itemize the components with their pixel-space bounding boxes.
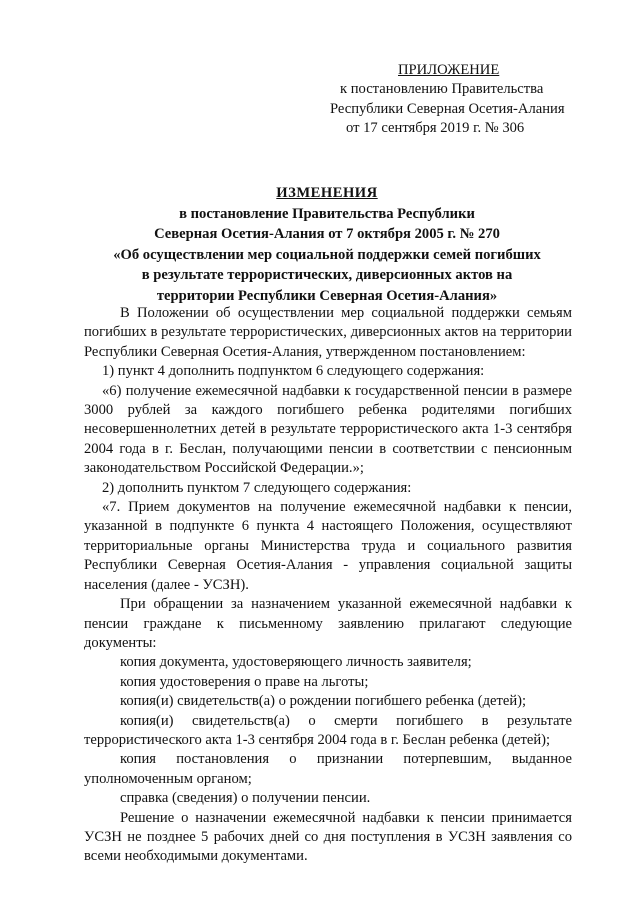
document-heading xyxy=(84,183,570,306)
list-item: копия документа, удостоверяющего личность заявителя; xyxy=(120,654,472,671)
body-paragraph: справка (сведения) о получении пенсии. xyxy=(120,790,371,807)
appendix-line-decree: к постановлению Правительства xyxy=(340,81,544,98)
body-paragraph: При обращении за назначением указанной ежемесячной надбавки к пенсии граждане к письменному заявлению прилагают следующие документы: xyxy=(84,596,572,651)
appendix-line-date: от 17 сентября 2019 г. № 306 xyxy=(346,120,525,137)
heading-line: Северная Осетия-Алания от 7 октября 2005 г. № 270 xyxy=(154,226,500,242)
body-paragraph: копия постановления о признании потерпевшим, выданное уполномоченным органом; xyxy=(84,751,572,787)
list-item: копия(и) свидетельств(а) о рождении погибшего ребенка (детей); xyxy=(120,693,527,710)
heading-line: «Об осуществлении мер социальной поддержки семей погибших xyxy=(113,246,541,263)
document-body xyxy=(84,304,572,867)
body-paragraph: «6) получение ежемесячной надбавки к государственной пенсии в размере 3000 рублей за каждого погибшего ребенка родителями погибших несовершеннолетних детей в результате террористического акта 1-3 сентября 2004 года в г. Беслан, получающими пенсии в соответствии с пенсионным законодательством Российской Федерации.»; xyxy=(84,382,572,477)
heading-line: в постановление Правительства Республики xyxy=(179,205,475,222)
list-item: копия удостоверения о праве на льготы; xyxy=(120,673,369,690)
body-paragraph: В Положении об осуществлении мер социальной поддержки семьям погибших в результате террористических, диверсионных актов на территории Республики Северная Осетия-Алания, утвержденном постановлением: xyxy=(84,305,572,360)
appendix-title: ПРИЛОЖЕНИЕ xyxy=(398,62,500,78)
body-paragraph: 1) пункт 4 дополнить подпунктом 6 следующего содержания: xyxy=(102,363,485,380)
heading-title: ИЗМЕНЕНИЯ xyxy=(276,185,378,201)
heading-line: в результате террористических, диверсионных актов на xyxy=(141,267,513,283)
body-paragraph: копия(и) свидетельств(а) о смерти погибшего в результате террористического акта 1-3 сентября 2004 года в г. Беслан ребенка (детей); xyxy=(84,712,572,748)
heading-line: территории Республики Северная Осетия-Алания» xyxy=(156,287,498,304)
body-paragraph: «7. Прием документов на получение ежемесячной надбавки к пенсии, указанной в подпункте 6 пункта 4 настоящего Положения, осуществляют территориальные органы Министерства труда и социального развития Республики Северная Осетия-Алания - управления социальной защиты населения (далее - УСЗН). xyxy=(84,499,572,593)
body-paragraph: Решение о назначении ежемесячной надбавки к пенсии принимается УСЗН не позднее 5 рабочих дней со дня поступления в УСЗН заявления со всеми необходимыми документами. xyxy=(84,809,572,865)
appendix-block xyxy=(296,61,586,139)
appendix-line-republic: Республики Северная Осетия-Алания xyxy=(330,100,565,117)
body-paragraph: 2) дополнить пунктом 7 следующего содержания: xyxy=(102,479,412,496)
